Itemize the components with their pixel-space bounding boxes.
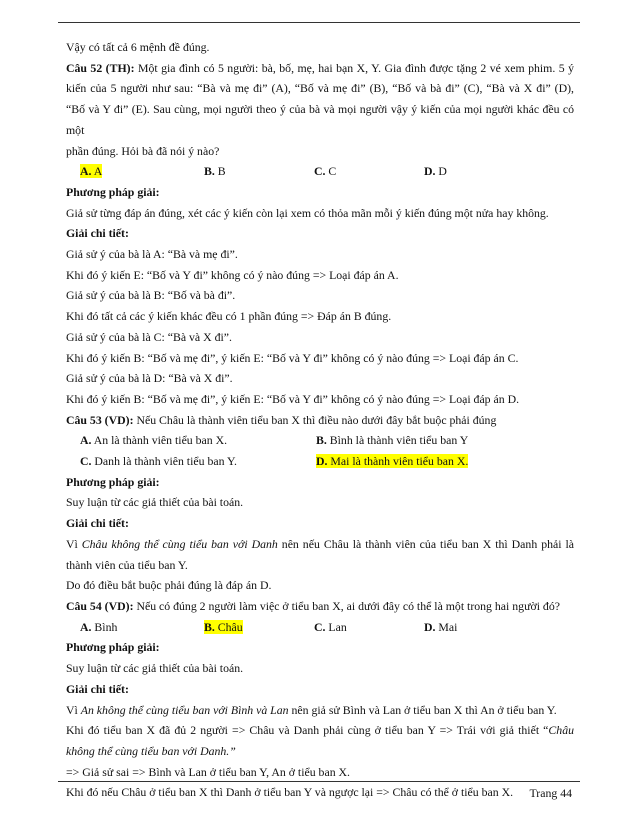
q52-option-c xyxy=(300,161,410,182)
q53-option-c xyxy=(66,451,302,472)
intro-line: Vậy có tất cả 6 mệnh đề đúng. xyxy=(66,40,210,54)
q52-option-a xyxy=(66,161,190,182)
option-text: Mai xyxy=(435,619,458,634)
q52-detail-line: Khi đó ý kiến E: “Bố và Y đi” không có ý nào đúng => Loại đáp án A. xyxy=(66,267,399,282)
q53-text: Nếu Châu là thành viên tiểu ban X thì điều nào dưới đây bắt buộc phải đúng xyxy=(133,412,497,427)
q54-question xyxy=(66,596,574,617)
detail-italic: An không thể cùng tiểu ban với Bình và Lan xyxy=(80,702,289,717)
option-key: D. xyxy=(316,454,328,469)
q54-detail-line-1 xyxy=(66,700,574,721)
option-key: A. xyxy=(80,433,92,448)
option-text: An là thành viên tiểu ban X. xyxy=(91,433,228,448)
option-key: C. xyxy=(314,619,326,634)
q54-method: Suy luận từ các giả thiết của bài toán. xyxy=(66,661,244,676)
q52-detail-line: Giả sử ý của bà là B: “Bố và bà đi”. xyxy=(66,288,236,303)
q52-option-b xyxy=(190,161,300,182)
q52-detail-line: Khi đó tất cả các ý kiến khác đều có 1 phần đúng => Đáp án B đúng. xyxy=(66,309,392,324)
q53-label: Câu 53 (VD): xyxy=(66,412,134,427)
option-text: Mai là thành viên tiểu ban X. xyxy=(327,454,469,469)
detail-text: nên giả sử Bình và Lan ở tiểu ban X thì An ở tiểu ban Y. xyxy=(288,702,557,717)
footer-rule xyxy=(58,781,580,782)
q53-option-b xyxy=(302,430,524,451)
q52-label: Câu 52 (TH): xyxy=(66,60,135,75)
q53-detail-heading: Giải chi tiết: xyxy=(66,516,129,531)
option-text: Bình là thành viên tiểu ban Y xyxy=(326,433,469,448)
option-text: Danh là thành viên tiểu ban Y. xyxy=(91,454,237,469)
q52-detail-heading: Giải chi tiết: xyxy=(66,226,129,241)
detail-italic: Châu xyxy=(548,723,574,738)
q52-detail-line: Khi đó ý kiến B: “Bố và mẹ đi”, ý kiến E: “Bố và Y đi” không có ý nào đúng => Loại đáp án D. xyxy=(66,391,520,406)
option-text: C xyxy=(325,164,337,179)
q52-text-line-4: phần đúng. Hỏi bà đã nói ý nào? xyxy=(66,143,220,158)
q54-option-b xyxy=(190,617,300,638)
q54-text: Nếu có đúng 2 người làm việc ở tiểu ban X, ai dưới đây có thể là một trong hai người đó? xyxy=(133,598,560,613)
option-text: Bình xyxy=(91,619,118,634)
q52-method-heading: Phương pháp giải: xyxy=(66,184,160,199)
option-key: A. xyxy=(80,619,92,634)
page-number: Trang 44 xyxy=(529,786,572,800)
q52-text-line-2: kiến của 5 người như sau: “Bà và mẹ đi” (A), “Bố và mẹ đi” (B), “Bố và bà đi” (C), “Bà và X đi” (D), xyxy=(66,81,574,96)
q53-option-a xyxy=(66,430,302,451)
q54-option-d xyxy=(410,617,520,638)
q52-text-line-1 xyxy=(66,58,574,79)
q52-options xyxy=(66,161,574,182)
option-key: B. xyxy=(316,433,327,448)
option-key: D. xyxy=(424,164,436,179)
q53-option-d xyxy=(302,451,524,472)
q54-option-a xyxy=(66,617,190,638)
q52-detail-line: Khi đó ý kiến B: “Bố và mẹ đi”, ý kiến E: “Bố và Y đi” không có ý nào đúng => Loại đáp án C. xyxy=(66,350,519,365)
q54-detail-line-4: => Giả sử sai => Bình và Lan ở tiểu ban Y, An ở tiểu ban X. xyxy=(66,764,351,779)
q52-option-d xyxy=(410,161,520,182)
option-text: Lan xyxy=(325,619,347,634)
q54-option-c xyxy=(300,617,410,638)
q52-detail-line: Giả sử ý của bà là C: “Bà và X đi”. xyxy=(66,329,232,344)
option-key: B. xyxy=(204,164,215,179)
q53-method: Suy luận từ các giả thiết của bài toán. xyxy=(66,495,244,510)
option-text: Châu xyxy=(214,619,243,634)
q52-detail-line: Giả sử ý của bà là A: “Bà và mẹ đi”. xyxy=(66,247,238,262)
q53-detail-line-1 xyxy=(66,534,574,555)
option-text: B xyxy=(214,164,226,179)
option-key: A. xyxy=(80,164,92,179)
q54-detail-line-5: Khi đó nếu Châu ở tiểu ban X thì Danh ở tiểu ban Y và ngược lại => Châu có thể ở tiểu ban X. xyxy=(66,785,514,800)
q53-options-row-2 xyxy=(66,451,574,472)
q53-options-row-1 xyxy=(66,430,574,451)
header-rule xyxy=(58,22,580,23)
detail-text: Vì xyxy=(66,702,81,717)
q52-method: Giả sử từng đáp án đúng, xét các ý kiến còn lại xem có thỏa mãn mỗi ý kiến đúng một nửa hay không. xyxy=(66,205,549,220)
option-key: C. xyxy=(314,164,326,179)
option-text: A xyxy=(91,164,103,179)
q54-detail-line-3: không thể cùng tiểu ban với Danh.” xyxy=(66,743,236,758)
q54-options xyxy=(66,617,574,638)
q54-detail-heading: Giải chi tiết: xyxy=(66,681,129,696)
page-content xyxy=(66,37,574,803)
q52-text-line-3: “Bố và Y đi” (E). Sau cùng, mọi người theo ý của bà và mọi người vậy ý kiến của mọi người khác đều có một xyxy=(66,102,574,137)
q53-method-heading: Phương pháp giải: xyxy=(66,474,160,489)
detail-text: nên nếu Châu là thành viên của tiểu ban X thì Danh phải là xyxy=(277,536,575,551)
q52-text-1: Một gia đình có 5 người: bà, bố, mẹ, hai bạn X, Y. Gia đình được tặng 2 vé xem phim. 5 ý xyxy=(134,60,574,75)
q53-detail-line-2: thành viên của tiểu ban Y. xyxy=(66,557,188,572)
option-key: B. xyxy=(204,619,215,634)
option-text: D xyxy=(435,164,447,179)
q54-label: Câu 54 (VD): xyxy=(66,598,134,613)
option-key: D. xyxy=(424,619,436,634)
detail-italic: Châu không thể cùng tiểu ban với Danh xyxy=(81,536,278,551)
q52-detail-line: Giả sử ý của bà là D: “Bà và X đi”. xyxy=(66,371,233,386)
detail-text: Khi đó tiểu ban X đã đủ 2 người => Châu và Danh phải cùng ở tiểu ban Y => Trái với giả thiết “ xyxy=(66,723,549,738)
detail-text: Vì xyxy=(66,536,82,551)
q53-detail-line-3: Do đó điều bắt buộc phải đúng là đáp án D. xyxy=(66,578,272,593)
option-key: C. xyxy=(80,454,92,469)
q54-detail-line-2 xyxy=(66,720,574,741)
q54-method-heading: Phương pháp giải: xyxy=(66,640,160,655)
q53-question xyxy=(66,410,574,431)
